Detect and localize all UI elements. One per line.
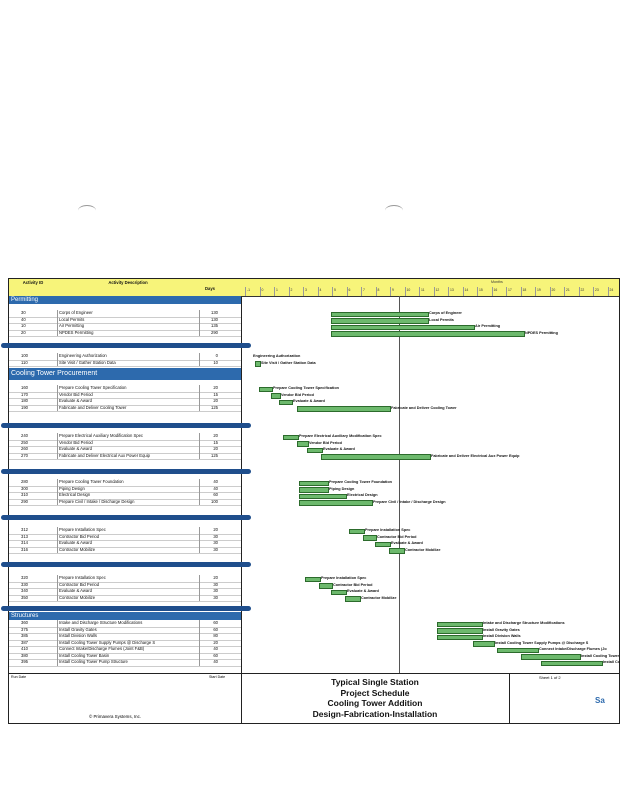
activity-id: 270 — [21, 452, 28, 458]
activity-id: 330 — [21, 581, 28, 587]
run-date-label: Run Date — [11, 675, 27, 679]
activity-id: 320 — [21, 575, 28, 580]
gantt-bar-label: Electrical Design — [347, 493, 378, 497]
activity-days: 30 — [199, 595, 218, 602]
activity-description: Prepare Civil / Intake / Discharge Design — [57, 499, 199, 506]
calendar-tick-label: 11 — [421, 288, 425, 292]
gantt-bar-label: Fabricate and Deliver Electrical Aux Power Equip — [431, 453, 520, 458]
activity-days: 125 — [199, 453, 218, 460]
section-divider — [1, 423, 251, 428]
calendar-tick-line — [260, 287, 261, 296]
calendar-tick-line — [434, 287, 435, 296]
activity-description: Electrical Design — [57, 492, 199, 499]
gantt-bar-label: Piping Design — [329, 486, 355, 491]
header-days: Days — [204, 286, 215, 291]
calendar-tick-label: 24 — [609, 288, 614, 292]
activity-description: Engineering Authorization — [57, 353, 199, 360]
activity-description: Fabricate and Deliver Cooling Tower — [57, 405, 199, 412]
activity-id: 312 — [21, 527, 28, 532]
brand-logo-text: Sa — [595, 696, 605, 705]
activity-id: 380 — [21, 652, 28, 658]
gantt-bar-label: Install Cooling Tower — [581, 653, 620, 658]
gantt-bar-label: Contractor Bid Period — [333, 582, 373, 587]
punch-hole-left — [78, 205, 96, 216]
calendar-tick-label: 4 — [319, 288, 322, 292]
calendar-tick-line — [274, 287, 275, 296]
gantt-bar-label: Intake and Discharge Structure Modifications — [483, 621, 565, 625]
calendar-tick-label: 10 — [406, 288, 411, 292]
activity-days: 20 — [199, 433, 218, 440]
activity-days: 20 — [199, 527, 218, 534]
activity-days: 10 — [199, 360, 218, 367]
gantt-bar — [259, 387, 273, 393]
activity-description: Evaluate & Award — [57, 398, 199, 405]
activity-description: Corps of Engineer — [57, 310, 199, 317]
gantt-area — [241, 296, 619, 673]
calendar-tick-line — [318, 287, 319, 296]
activity-days: 100 — [199, 499, 218, 506]
calendar-tick-line — [463, 287, 464, 296]
header-activity-description: Activity Description — [108, 280, 148, 285]
calendar-tick-line — [521, 287, 522, 296]
activity-description: Prepare Cooling Tower Foundation — [57, 479, 199, 486]
gantt-bar-label: Prepare Cooling Tower Specification — [273, 386, 339, 390]
gantt-bar — [297, 406, 391, 412]
activity-description: Site Visit / Gather Station Data — [57, 360, 199, 367]
gantt-bar-label: Contractor Mobilize — [405, 547, 441, 552]
activity-days: 20 — [199, 640, 218, 647]
activity-description: Vendor Bid Period — [57, 440, 199, 447]
calendar-tick-label: -1 — [247, 288, 251, 292]
activity-id: 180 — [21, 398, 28, 403]
calendar-tick-label: 20 — [551, 288, 556, 292]
data-date-line — [399, 296, 400, 673]
activity-id: 280 — [21, 479, 28, 484]
activity-id: 375 — [21, 626, 28, 632]
table-row — [9, 547, 241, 555]
gantt-bar — [349, 529, 365, 535]
table-row — [9, 330, 241, 338]
table-row — [9, 360, 241, 368]
activity-days: 60 — [199, 627, 218, 634]
activity-days: 80 — [199, 633, 218, 640]
activity-days: 15 — [199, 392, 218, 399]
title-line-1: Typical Single Station — [331, 677, 419, 687]
activity-days: 0 — [199, 353, 218, 360]
calendar-tick-label: 9 — [392, 288, 394, 292]
activity-id: 310 — [21, 492, 28, 497]
table-row — [9, 453, 241, 461]
calendar-tick-line — [448, 287, 449, 296]
activity-days: 20 — [199, 446, 218, 453]
calendar-tick-label: 16 — [493, 288, 498, 292]
activity-description: Contractor Mobilize — [57, 595, 199, 602]
gantt-bar-label: Install Cooling Tower Supply Pumps @ Discharge S — [495, 640, 589, 645]
activity-days: 30 — [199, 534, 218, 541]
activity-description: Local Permits — [57, 317, 199, 324]
calendar-tick-line — [303, 287, 304, 296]
activity-days: 20 — [199, 398, 218, 405]
activity-id: 100 — [21, 353, 28, 358]
title-block — [9, 673, 619, 724]
activity-days: 30 — [199, 582, 218, 589]
activity-description: Contractor Bid Period — [57, 582, 199, 589]
calendar-tick-line — [492, 287, 493, 296]
activity-description: Contractor Bid Period — [57, 534, 199, 541]
gantt-bar — [437, 635, 483, 641]
calendar-tick-label: 13 — [450, 288, 454, 292]
gantt-bar — [497, 648, 539, 654]
calendar-tick-line — [405, 287, 406, 296]
section-divider — [1, 469, 251, 474]
calendar-tick-line — [332, 287, 333, 296]
activity-id: 395 — [21, 659, 28, 664]
table-row — [9, 595, 241, 603]
activity-days: 20 — [199, 575, 218, 582]
activity-description: Air Permitting — [57, 323, 199, 330]
footer-left-cell — [9, 674, 242, 724]
gantt-bar — [319, 583, 333, 589]
gantt-bar — [271, 393, 281, 399]
gantt-bar — [541, 661, 603, 667]
activity-id: 260 — [21, 446, 28, 451]
activity-days: 40 — [199, 646, 218, 653]
activity-id: 170 — [21, 391, 28, 397]
activity-id: 360 — [21, 620, 28, 625]
calendar-tick-line — [376, 287, 377, 296]
calendar-tick-line — [550, 287, 551, 296]
gantt-bar — [363, 535, 377, 541]
activity-id: 290 — [21, 498, 28, 504]
calendar-tick-label: 7 — [363, 288, 365, 292]
activity-description: Vendor Bid Period — [57, 392, 199, 399]
activity-description: Evaluate & Award — [57, 446, 199, 453]
activity-days: 125 — [199, 405, 218, 412]
calendar-tick-label: 8 — [377, 288, 380, 292]
activity-description: Prepare Electrical Auxiliary Modification Spec — [57, 433, 199, 440]
activity-id: 240 — [21, 433, 28, 438]
gantt-bar-label: Corps of Engineer — [429, 311, 462, 315]
activity-id: 20 — [21, 329, 26, 335]
calendar-tick-label: 0 — [261, 288, 264, 292]
section-header: Cooling Tower Procurement — [9, 368, 241, 380]
activity-days: 60 — [199, 492, 218, 499]
calendar-tick-line — [347, 287, 348, 296]
activity-description: Piping Design — [57, 486, 199, 493]
title-line-2: Project Schedule — [340, 687, 410, 698]
activity-description: Install Cooling Tower Supply Pumps @ Discharge S — [57, 640, 199, 647]
activity-id: 350 — [21, 594, 28, 600]
calendar-tick-line — [608, 287, 609, 296]
activity-days: 30 — [199, 588, 218, 595]
gantt-bar — [375, 542, 391, 548]
activity-days: 135 — [199, 323, 218, 330]
gantt-bar-label: NPDES Permitting — [525, 330, 558, 335]
gantt-bar-label: Local Permits — [429, 317, 454, 322]
gantt-bar-label: Contractor Bid Period — [377, 534, 417, 539]
activity-description: Install Gravity Gates — [57, 627, 199, 634]
schedule-sheet — [8, 278, 620, 724]
activity-days: 60 — [199, 620, 218, 627]
section-header: Structures — [9, 612, 241, 620]
activity-days: 290 — [199, 330, 218, 337]
activity-description: Prepare Installation Spec — [57, 527, 199, 534]
activity-days: 40 — [199, 479, 218, 486]
gantt-bar-label: Evaluate & Award — [347, 589, 379, 593]
title-line-3: Cooling Tower Addition — [327, 698, 423, 708]
gantt-bar-label: Engineering Authorization — [253, 354, 301, 358]
gantt-bar — [299, 500, 373, 506]
calendar-tick-label: 22 — [580, 288, 585, 292]
start-date-label: Start Date — [209, 675, 226, 679]
gantt-bar-label: Prepare Installation Spec — [321, 576, 367, 580]
calendar-tick-label: 14 — [464, 288, 469, 292]
gantt-bar — [437, 628, 483, 634]
gantt-bar-label: Prepare Cooling Tower Foundation — [329, 480, 393, 484]
calendar-tick-line — [245, 287, 246, 296]
gantt-bar — [345, 596, 361, 602]
copyright-text: © Primavera Systems, Inc. — [89, 714, 142, 719]
calendar-header — [241, 279, 619, 297]
table-row — [9, 659, 241, 667]
calendar-tick-label: 17 — [508, 288, 512, 292]
calendar-tick-label: 18 — [522, 288, 527, 292]
gantt-bar-label: Evaluate & Award — [323, 447, 355, 451]
gantt-bar-label: Prepare Civil / Intake / Discharge Design — [373, 499, 446, 504]
schedule-titles — [241, 677, 509, 719]
activity-days: 20 — [199, 385, 218, 392]
activity-description: Connect Intake/Discharge Flumes (Joint F&B) — [57, 646, 199, 653]
gantt-bar — [299, 494, 347, 500]
activity-description: Install Cooling Tower Pump Structure — [57, 659, 199, 666]
gantt-bar-label: Install Co — [603, 660, 620, 664]
activity-days: 130 — [199, 317, 218, 324]
section-header: Permitting — [9, 296, 241, 304]
calendar-tick-label: 3 — [305, 288, 307, 292]
activity-description: Evaluate & Award — [57, 588, 199, 595]
gantt-bar-label: Contractor Mobilize — [361, 595, 397, 600]
footer-title-cell — [241, 674, 510, 724]
gantt-bar — [331, 312, 429, 318]
calendar-tick-label: 5 — [334, 288, 336, 292]
title-line-4: Design-Fabrication-Installation — [312, 708, 438, 719]
table-row — [9, 499, 241, 507]
activity-days: 15 — [199, 440, 218, 447]
calendar-tick-label: 2 — [290, 288, 293, 292]
gantt-bar — [473, 641, 495, 647]
calendar-tick-line — [419, 287, 420, 296]
gantt-bar-label: Prepare Electrical Auxiliary Modification Spec — [299, 434, 382, 438]
gantt-bar-label: Prepare Installation Spec — [365, 528, 411, 532]
activity-description: Install Division Walls — [57, 633, 199, 640]
gantt-bar — [299, 487, 329, 493]
section-divider — [1, 343, 251, 348]
header-activity-id: Activity ID — [22, 280, 44, 285]
gantt-bar — [299, 481, 329, 487]
gantt-bar — [331, 318, 429, 324]
activity-id: 314 — [21, 540, 28, 545]
calendar-tick-label: 1 — [276, 288, 278, 292]
gantt-bar-label: Air Permitting — [475, 324, 501, 328]
activity-days: 60 — [199, 653, 218, 660]
section-divider — [1, 606, 251, 611]
activity-id: 250 — [21, 439, 28, 445]
activity-description: Intake and Discharge Structure Modifications — [57, 620, 199, 627]
section-divider — [1, 515, 251, 520]
gantt-bar-label: Install Gravity Gates — [483, 627, 520, 632]
sheet-number: Sheet 1 of 2 — [539, 675, 561, 680]
activity-id: 385 — [21, 633, 28, 638]
activity-id: 40 — [21, 316, 26, 322]
activity-description: Contractor Mobilize — [57, 547, 199, 554]
calendar-tick-line — [477, 287, 478, 296]
activity-id: 160 — [21, 385, 28, 390]
calendar-label: Months — [491, 280, 503, 284]
gantt-bar — [389, 548, 405, 554]
calendar-tick-line — [361, 287, 362, 296]
activity-id: 30 — [21, 310, 26, 315]
activity-days: 40 — [199, 659, 218, 666]
activity-id: 10 — [21, 323, 26, 328]
calendar-tick-line — [535, 287, 536, 296]
gantt-bar-label: Vendor Bid Period — [281, 392, 314, 397]
activity-id: 300 — [21, 485, 28, 491]
section-divider — [1, 562, 251, 567]
calendar-tick-label: 19 — [537, 288, 541, 292]
activity-description: Fabricate and Deliver Electrical Aux Power Equip — [57, 453, 199, 460]
activity-description: Prepare Cooling Tower Specification — [57, 385, 199, 392]
gantt-bar — [279, 400, 293, 406]
calendar-tick-line — [593, 287, 594, 296]
calendar-tick-line — [506, 287, 507, 296]
gantt-bar — [307, 448, 323, 454]
activity-id: 340 — [21, 588, 28, 593]
calendar-tick-label: 12 — [435, 288, 440, 292]
punch-hole-right — [385, 205, 403, 216]
activity-description: Install Cooling Tower Basin — [57, 653, 199, 660]
activity-description: Prepare Installation Spec — [57, 575, 199, 582]
calendar-tick-label: 6 — [348, 288, 351, 292]
gantt-bar-label: Vendor Bid Period — [309, 440, 342, 445]
gantt-bar-label: Install Division Walls — [483, 634, 521, 638]
activity-id: 410 — [21, 646, 28, 651]
gantt-bar — [521, 654, 581, 660]
calendar-tick-label: 15 — [479, 288, 483, 292]
table-header — [9, 279, 241, 297]
gantt-bar — [297, 441, 309, 447]
activity-id: 387 — [21, 639, 28, 645]
calendar-tick-line — [390, 287, 391, 296]
activity-description: NPDES Permitting — [57, 330, 199, 337]
table-row — [9, 405, 241, 413]
activity-days: 30 — [199, 540, 218, 547]
gantt-bar-label: Connect Intake/Discharge Flumes (Jo — [539, 647, 607, 651]
gantt-bar-label: Evaluate & Award — [391, 541, 423, 545]
activity-days: 30 — [199, 547, 218, 554]
activity-days: 130 — [199, 310, 218, 317]
calendar-tick-label: 21 — [566, 288, 570, 292]
calendar-tick-label: 23 — [595, 288, 599, 292]
gantt-bar — [321, 454, 431, 460]
calendar-tick-line — [579, 287, 580, 296]
calendar-tick-line — [289, 287, 290, 296]
activity-days: 40 — [199, 486, 218, 493]
gantt-bar — [283, 435, 299, 441]
gantt-bar — [305, 577, 321, 583]
activity-id: 313 — [21, 533, 28, 539]
activity-id: 190 — [21, 404, 28, 410]
activity-id: 316 — [21, 546, 28, 552]
gantt-bar-label: Evaluate & Award — [293, 399, 325, 403]
gantt-bar — [437, 622, 483, 628]
activity-table — [9, 279, 242, 673]
gantt-bar-label: Fabricate and Deliver Cooling Tower — [391, 405, 457, 410]
gantt-bar — [331, 331, 525, 337]
activity-description: Evaluate & Award — [57, 540, 199, 547]
gantt-bar — [331, 325, 475, 331]
footer-right-cell — [509, 674, 619, 724]
gantt-bar-label: Site Visit / Gather Station Data — [261, 360, 316, 365]
gantt-bar — [331, 590, 347, 596]
activity-id: 110 — [21, 359, 28, 365]
calendar-tick-line — [564, 287, 565, 296]
